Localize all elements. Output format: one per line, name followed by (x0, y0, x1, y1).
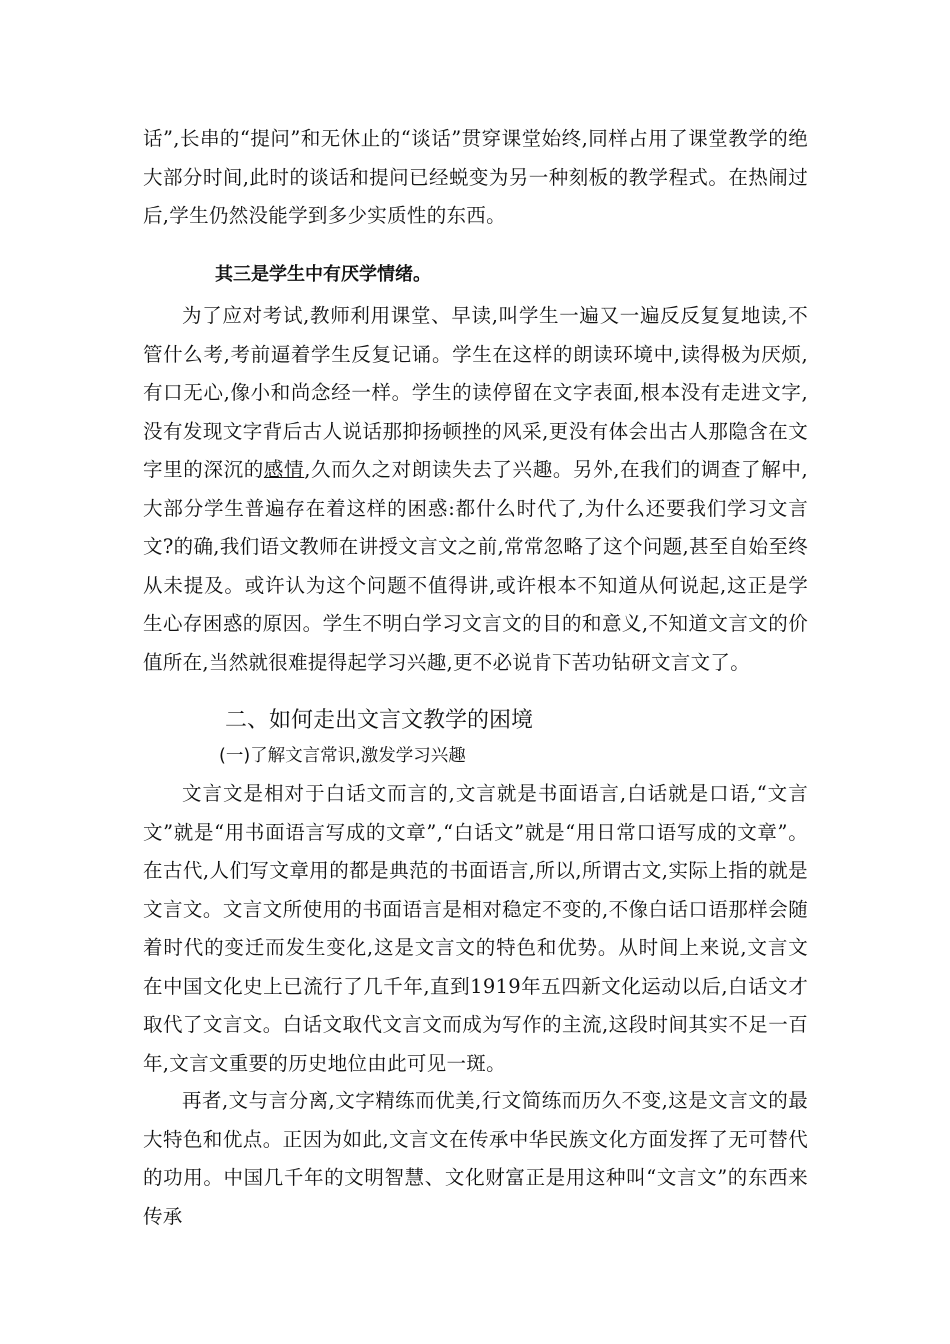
underlined-word: 感情 (263, 458, 305, 481)
paragraph-text: 话”,长串的“提问”和无休止的“谈话”贯穿课堂始终,同样占用了课堂教学的绝大部分时间,此时的谈话和提问已经蜕变为另一种刻板的教学程式。在热闹过后,学生仍然没能学到多少实质性的东西。 (143, 127, 808, 227)
paragraph-classical-chinese (143, 775, 808, 1083)
paragraph-text-part1: 为了应对考试,教师利用课堂、早读,叫学生一遍又一遍反反复复地读,不管什么考,考前逼着学生反复记诵。学生在这样的朗读环境中,读得极为厌烦,有口无心,像小和尚念经一样。学生的读停留在文字表面,根本没有走进文字,没有发现文字背后古人说话那抑扬顿挫的风采,更没有体会出古人那隐含在文字里的深沉的 (143, 304, 808, 481)
paragraph-text (143, 297, 808, 682)
paragraph-text-part2: ,久而久之对朗读失去了兴趣。另外,在我们的调查了解中,大部分学生普遍存在着这样的困惑:都什么时代了,为什么还要我们学习文言文?的确,我们语文教师在讲授文言文之前,常常忽略了这个问题,甚至自始至终从未提及。或许认为这个问题不值得讲,或许根本不知道从何说起,这正是学生心存困惑的原因。学生不明白学习文言文的目的和意义,不知道文言文的价值所在,当然就很难提得起学习兴趣,更不必说肯下苦功钻研文言文了。 (143, 458, 808, 674)
paragraph-last (143, 1082, 808, 1236)
paragraph-text: 文言文是相对于白话文而言的,文言就是书面语言,白话就是口语,“文言文”就是“用书面语言写成的文章”,“白话文”就是“用日常口语写成的文章”。在古代,人们写文章用的都是典范的书面语言,所以,所谓古文,实际上指的就是文言文。文言文所使用的书面语言是相对稳定不变的,不像白话口语那样会随着时代的变迁而发生变化,这是文言文的特色和优势。从时间上来说,文言文在中国文化史上已流行了几千年,直到1919年五四新文化运动以后,白话文才取代了文言文。白话文取代文言文而成为写作的主流,这段时间其实不足一百年,文言文重要的历史地位由此可见一斑。 (143, 782, 808, 1075)
section-heading: 二、如何走出文言文教学的困境 (225, 708, 534, 733)
paragraph-text: 再者,文与言分离,文字精练而优美,行文简练而历久不变,这是文言文的最大特色和优点。正因为如此,文言文在传承中华民族文化方面发挥了无可替代的功用。中国几千年的文明智慧、文化财富正是用这种叫“文言文”的东西来传承 (143, 1089, 808, 1228)
paragraph-continued (143, 120, 808, 236)
subsection-heading: (一)了解文言常识,激发学习兴趣 (219, 746, 466, 766)
paragraph-boredom (143, 297, 808, 682)
sub-point-heading: 其三是学生中有厌学情绪。 (215, 264, 431, 285)
